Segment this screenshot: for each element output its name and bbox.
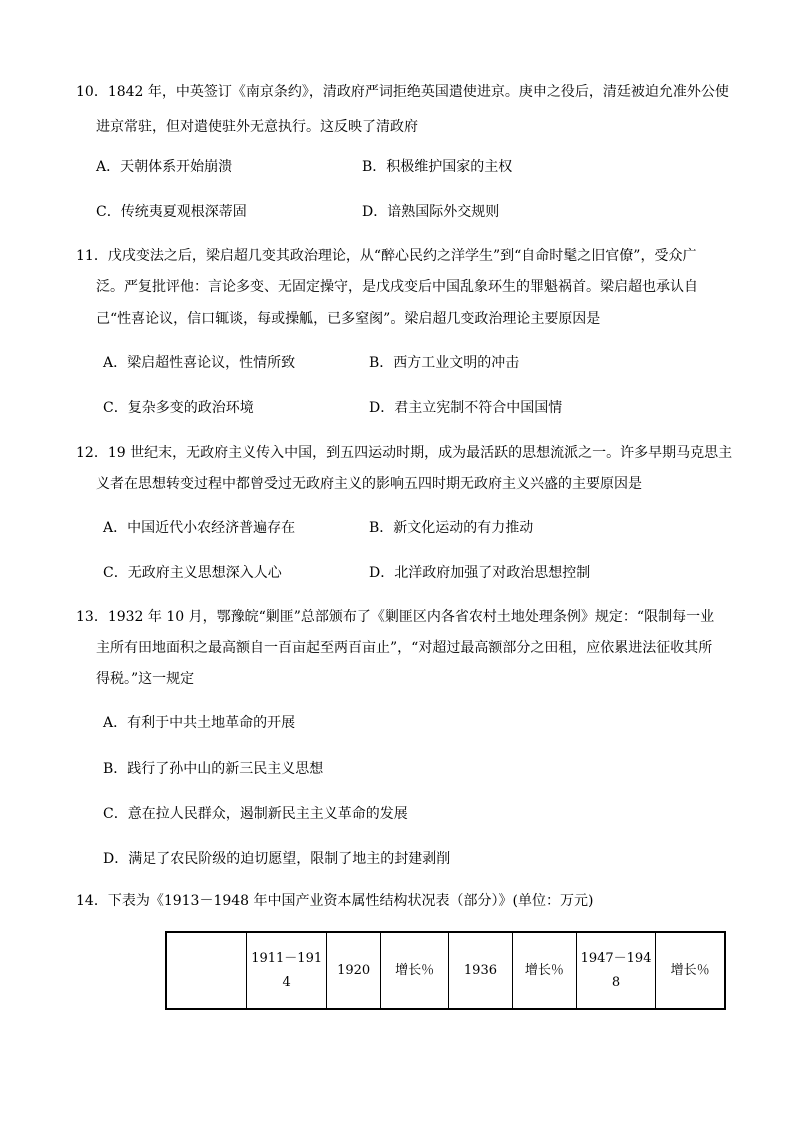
table-header-cell-growth-2: 增长％	[512, 932, 576, 1009]
question-12-option-b: B．新文化运动的有力推动	[369, 520, 534, 536]
question-10-line-1: 10．1842 年，中英签订《南京条约》，清政府严词拒绝英国遣使进京。庚申之役后，清廷被迫允准外公使	[76, 84, 729, 100]
question-13-option-b: B．践行了孙中山的新三民主义思想	[103, 761, 324, 777]
question-10-option-a: A．天朝体系开始崩溃	[96, 159, 233, 175]
question-10-line-2: 进京常驻，但对遣使驻外无意执行。这反映了清政府	[96, 119, 418, 135]
question-13-option-a: A．有利于中共土地革命的开展	[103, 715, 296, 731]
table-header-cell-1920: 1920	[326, 932, 380, 1009]
question-11-line-1: 11．戊戌变法之后，梁启超几变其政治理论，从“醉心民约之洋学生”到“自命时髦之旧官僚”，受众广	[76, 248, 697, 264]
capital-structure-table	[165, 931, 726, 1010]
question-11-option-b: B．西方工业文明的冲击	[369, 355, 520, 371]
question-10-option-b: B．积极维护国家的主权	[362, 159, 513, 175]
question-13-line-2: 主所有田地面积之最高额自一百亩起至两百亩止”，“对超过最高额部分之田租，应依累进法征收其所	[96, 640, 713, 656]
question-13-line-3: 得税。”这一规定	[96, 671, 195, 687]
question-12-line-1: 12．19 世纪末，无政府主义传入中国，到五四运动时期，成为最活跃的思想流派之一。许多早期马克思主	[76, 445, 733, 461]
question-10-option-c: C．传统夷夏观根深蒂固	[96, 204, 247, 220]
table-header-row	[166, 932, 725, 1009]
question-11-option-a: A．梁启超性喜论议，性情所致	[103, 355, 296, 371]
question-10-option-d: D．谙熟国际外交规则	[362, 204, 500, 220]
question-13-option-d: D．满足了农民阶级的迫切愿望，限制了地主的封建剥削	[103, 851, 451, 867]
question-12-option-d: D．北洋政府加强了对政治思想控制	[369, 565, 591, 581]
question-14-line-1: 14．下表为《1913－1948 年中国产业资本属性结构状况表（部分）》(单位：万元)	[76, 893, 594, 909]
question-11-option-c: C．复杂多变的政治环境	[103, 400, 254, 416]
table-header-cell-1936: 1936	[448, 932, 512, 1009]
table-header-cell-empty	[166, 932, 247, 1009]
question-12-option-a: A．中国近代小农经济普遍存在	[103, 520, 296, 536]
question-11-option-d: D．君主立宪制不符合中国国情	[369, 400, 563, 416]
question-13-line-1: 13．1932 年 10 月，鄂豫皖“剿匪”总部颁布了《剿匪区内各省农村土地处理条例》规定：“限制每一业	[76, 609, 715, 625]
question-11-line-3: 己“性喜论议，信口辄谈，每或操觚，已多窒阂”。梁启超几变政治理论主要原因是	[96, 311, 601, 327]
question-12-option-c: C．无政府主义思想深入人心	[103, 565, 282, 581]
question-12-line-2: 义者在思想转变过程中都曾受过无政府主义的影响五四时期无政府主义兴盛的主要原因是	[96, 476, 642, 492]
table-header-cell-growth-3: 增长％	[656, 932, 725, 1009]
table-header-cell-1947-1948: 1947－194 8	[576, 932, 656, 1009]
question-13-option-c: C．意在拉人民群众，遏制新民主主义革命的发展	[103, 806, 408, 822]
table-header-cell-1911-1914: 1911－191 4	[247, 932, 327, 1009]
table-header-cell-growth-1: 增长％	[381, 932, 449, 1009]
question-11-line-2: 泛。严复批评他：言论多变、无固定操守，是戊戌变后中国乱象环生的罪魁祸首。梁启超也承认自	[96, 279, 698, 295]
